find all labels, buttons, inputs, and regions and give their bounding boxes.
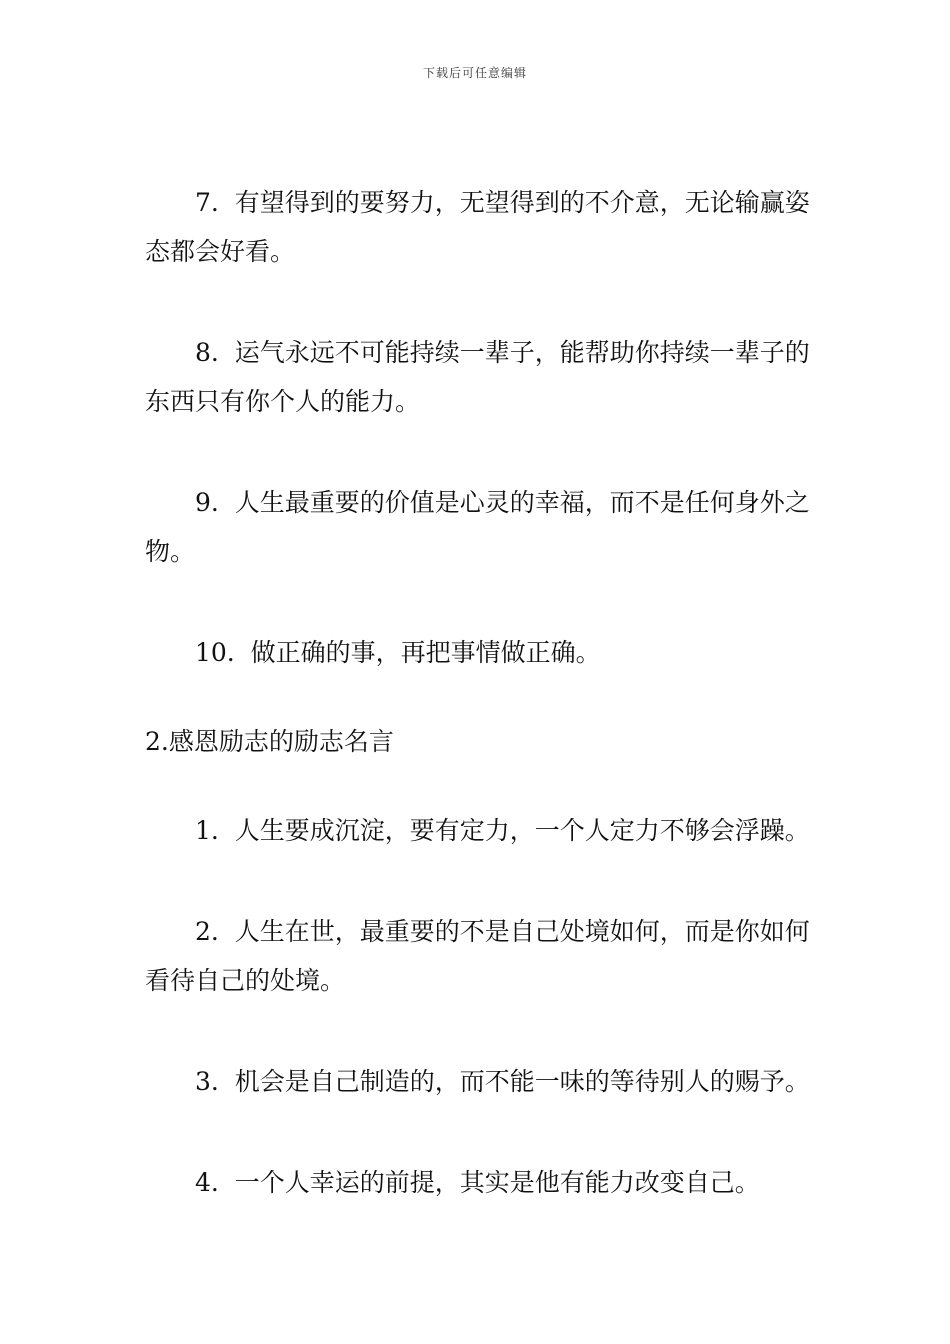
quote-number: 3. [195,1067,219,1096]
quote-item-10 [145,628,810,677]
quote-number: 2. [195,917,219,946]
document-body [145,178,810,1207]
quote-text: 机会是自己制造的，而不能一味的等待别人的赐予。 [234,1067,810,1096]
quote-number: 8. [195,338,219,367]
quote-text: 一个人幸运的前提，其实是他有能力改变自己。 [234,1168,760,1197]
quote-item-9 [145,478,810,576]
quote-number: 10. [195,638,235,667]
quote-number: 9. [195,488,219,517]
quote-number: 7. [195,188,219,217]
quote-item-2 [145,907,810,1005]
quote-text: 人生在世，最重要的不是自己处境如何，而是你如何看待自己的处境。 [145,917,810,995]
quote-item-4 [145,1158,810,1207]
quote-text: 做正确的事，再把事情做正确。 [250,638,601,667]
quote-text: 人生最重要的价值是心灵的幸福，而不是任何身外之物。 [145,488,810,566]
quote-text: 人生要成沉淀，要有定力，一个人定力不够会浮躁。 [234,816,810,845]
quote-number: 1. [195,816,219,845]
quote-item-1 [145,806,810,855]
quote-item-3 [145,1057,810,1106]
quote-item-8 [145,328,810,426]
quote-number: 4. [195,1168,219,1197]
quote-text: 运气永远不可能持续一辈子，能帮助你持续一辈子的东西只有你个人的能力。 [145,338,810,416]
quote-item-7 [145,178,810,276]
section-heading: 2.感恩励志的励志名言 [145,727,394,756]
page-header-note: 下载后可任意编辑 [422,66,527,80]
quote-text: 有望得到的要努力，无望得到的不介意，无论输赢姿态都会好看。 [145,188,810,266]
